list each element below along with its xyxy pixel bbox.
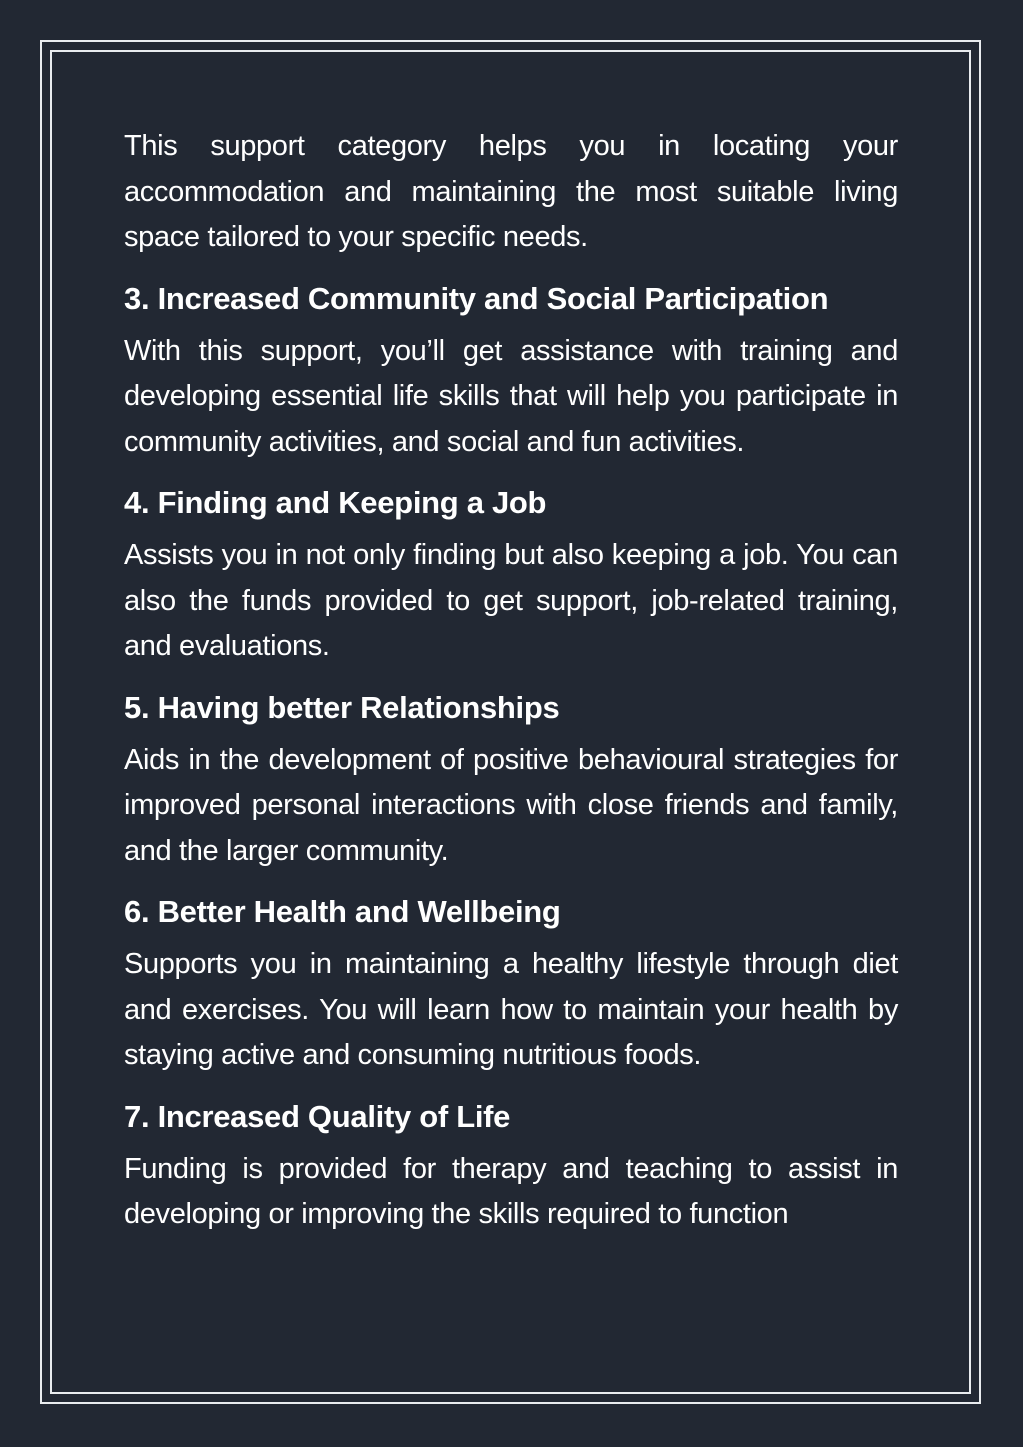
intro-paragraph: This support category helps you in locating your accommodation and maintaining the most suitable living space tailored to your specific needs.: [124, 130, 898, 253]
section-body-community: With this support, you’ll get assistance with training and developing essential life skills that will help you participate in community activities, and social and fun activities.: [124, 334, 898, 458]
section-heading-community: 3. Increased Community and Social Participation: [124, 280, 829, 316]
section-heading-quality-of-life: 7. Increased Quality of Life: [124, 1098, 511, 1134]
section-heading-relationships: 5. Having better Relationships: [124, 689, 560, 725]
section-body-job: Assists you in not only finding but also keeping a job. You can also the funds provided to get support, job-related training, and evaluations.: [124, 539, 898, 662]
section-body-relationships: Aids in the development of positive behavioural strategies for improved personal interactions with close friends and family, and the larger community.: [124, 743, 898, 867]
section-body-quality-of-life: Funding is provided for therapy and teaching to assist in developing or improving the skills required to function: [124, 1152, 898, 1230]
section-heading-job: 4. Finding and Keeping a Job: [124, 485, 547, 520]
section-heading-health: 6. Better Health and Wellbeing: [124, 894, 561, 929]
section-body-health: Supports you in maintaining a healthy lifestyle through diet and exercises. You will learn how to maintain your health by staying active and consuming nutritious foods.: [124, 948, 898, 1071]
document-body: [124, 124, 898, 1238]
